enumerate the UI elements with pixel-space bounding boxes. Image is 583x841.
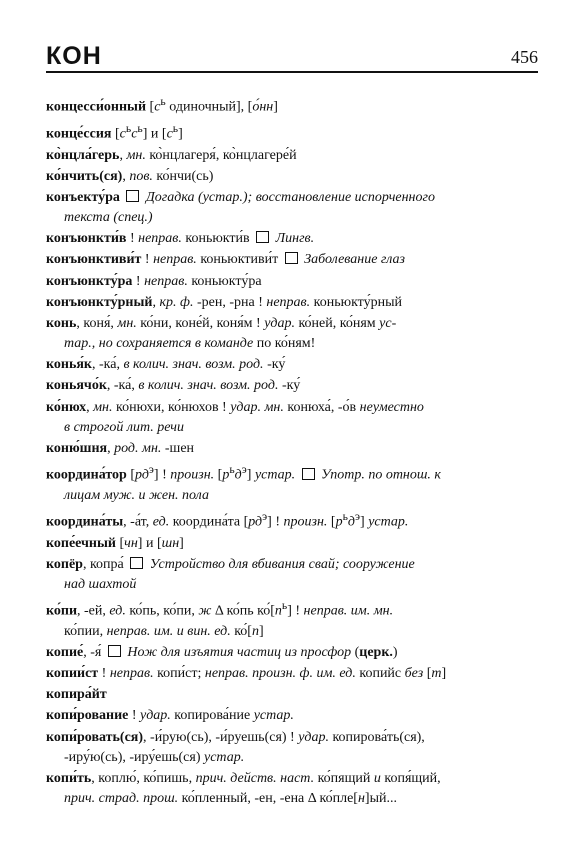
dictionary-entry: конъюнктиви́т ! неправ. коньюктиви́т Заболевание глаз [46,252,405,268]
dictionary-entry: конъюнкту́рный, кр. ф. -рен, -рна ! неправ. коньюкту́рный [46,294,403,310]
dictionary-entry: копе́ечный [чн] и [шн] [46,535,184,551]
dictionary-entry: копи́ть, коплю́, ко́пишь, прич. действ. наст. ко́пящий и копя́щий, прич. страд. прош. ко́пленный, -ен, -ена Δ ко́пле[н]ый... [46,770,441,806]
dictionary-entry: копие́, -я́ Нож для изъятия частиц из просфор (церк.) [46,644,398,660]
dictionary-entry: ко́нюх, мн. ко́нюхи, ко́нюхов ! удар. мн. конюха́, -о́в неуместно в строгой лит. речи [46,399,424,435]
dictionary-entry: копи́рование ! удар. копирова́ние устар. [46,708,294,724]
running-head-word: КОН [46,42,102,70]
dictionary-entry: ко́пи, -ей, ед. ко́пь, ко́пи, ж Δ ко́пь $ко́[п^ь]$ ! неправ. им. мн. ко́пии, неправ. им. и вин. ед. ко́[п] [46,599,394,639]
dictionary-entry: конъекту́ра Догадка (устар.); восстановление испорченного текста (спец.) [46,190,435,226]
page-number: 456 [511,47,538,67]
dictionary-entry: конце́ссия $[c^ьc^ь]$ и $[c^ь]$ [46,121,183,142]
dictionary-entry: копёр, копра́ Устройство для вбивания свай; сооружение над шахтой [46,556,415,592]
dictionary-entry: конъюнкту́ра ! неправ. коньюкту́ра [46,273,262,289]
entry-list [46,92,538,810]
dictionary-entry: ко́нчить(ся), пов. ко́нчи(сь) [46,168,214,184]
dictionary-entry: конь, коня́, мн. ко́ни, коне́й, коня́м ! удар. ко́ней, ко́ням ус- тар., но сохраняется в команде по ко́ням! [46,316,397,351]
dictionary-entry: ко̀нцла́герь, мн. ко̀нцлагеря́, ко̀нцлагере́й [46,147,297,163]
dictionary-entry: копии́ст ! неправ. копи́ст; неправ. произн. ф. им. ед. копийс без [т] [46,666,447,682]
dictionary-entry: коню́шня, род. мн. -шен [46,440,195,456]
dictionary-entry: концесси́онный [$c^ь$ одиночный], [о́нн] [46,95,278,115]
dictionary-entry: копи́ровать(ся), -и́рую(сь), -и́руешь(ся) ! удар. копирова́ть(ся), -иру́ю(сь), -иру́ешь(ся) устар. [46,729,425,765]
dictionary-entry: коньячо́к, -ка́, в колич. знач. возм. род. -ку́ [46,378,301,394]
dictionary-entry: координа́тор $[рд^э]$ ! произн. $[р^ьд^э]$ устар. Употр. по отнош. к лицам муж. и жен. пола [46,462,441,503]
dictionary-entry: координа́ты, -а́т, ед. координа́та $[рд^э]$ ! произн. $[р^ьд^э]$ устар. [46,509,409,530]
page-header [46,42,538,74]
dictionary-entry: конья́к, -ка́, в колич. знач. возм. род. -ку́ [46,357,286,373]
dictionary-entry: копира́йт [46,687,107,703]
dictionary-entry: конъюнкти́в ! неправ. коньюкти́в Лингв. [46,231,315,247]
header-rule [46,71,538,73]
